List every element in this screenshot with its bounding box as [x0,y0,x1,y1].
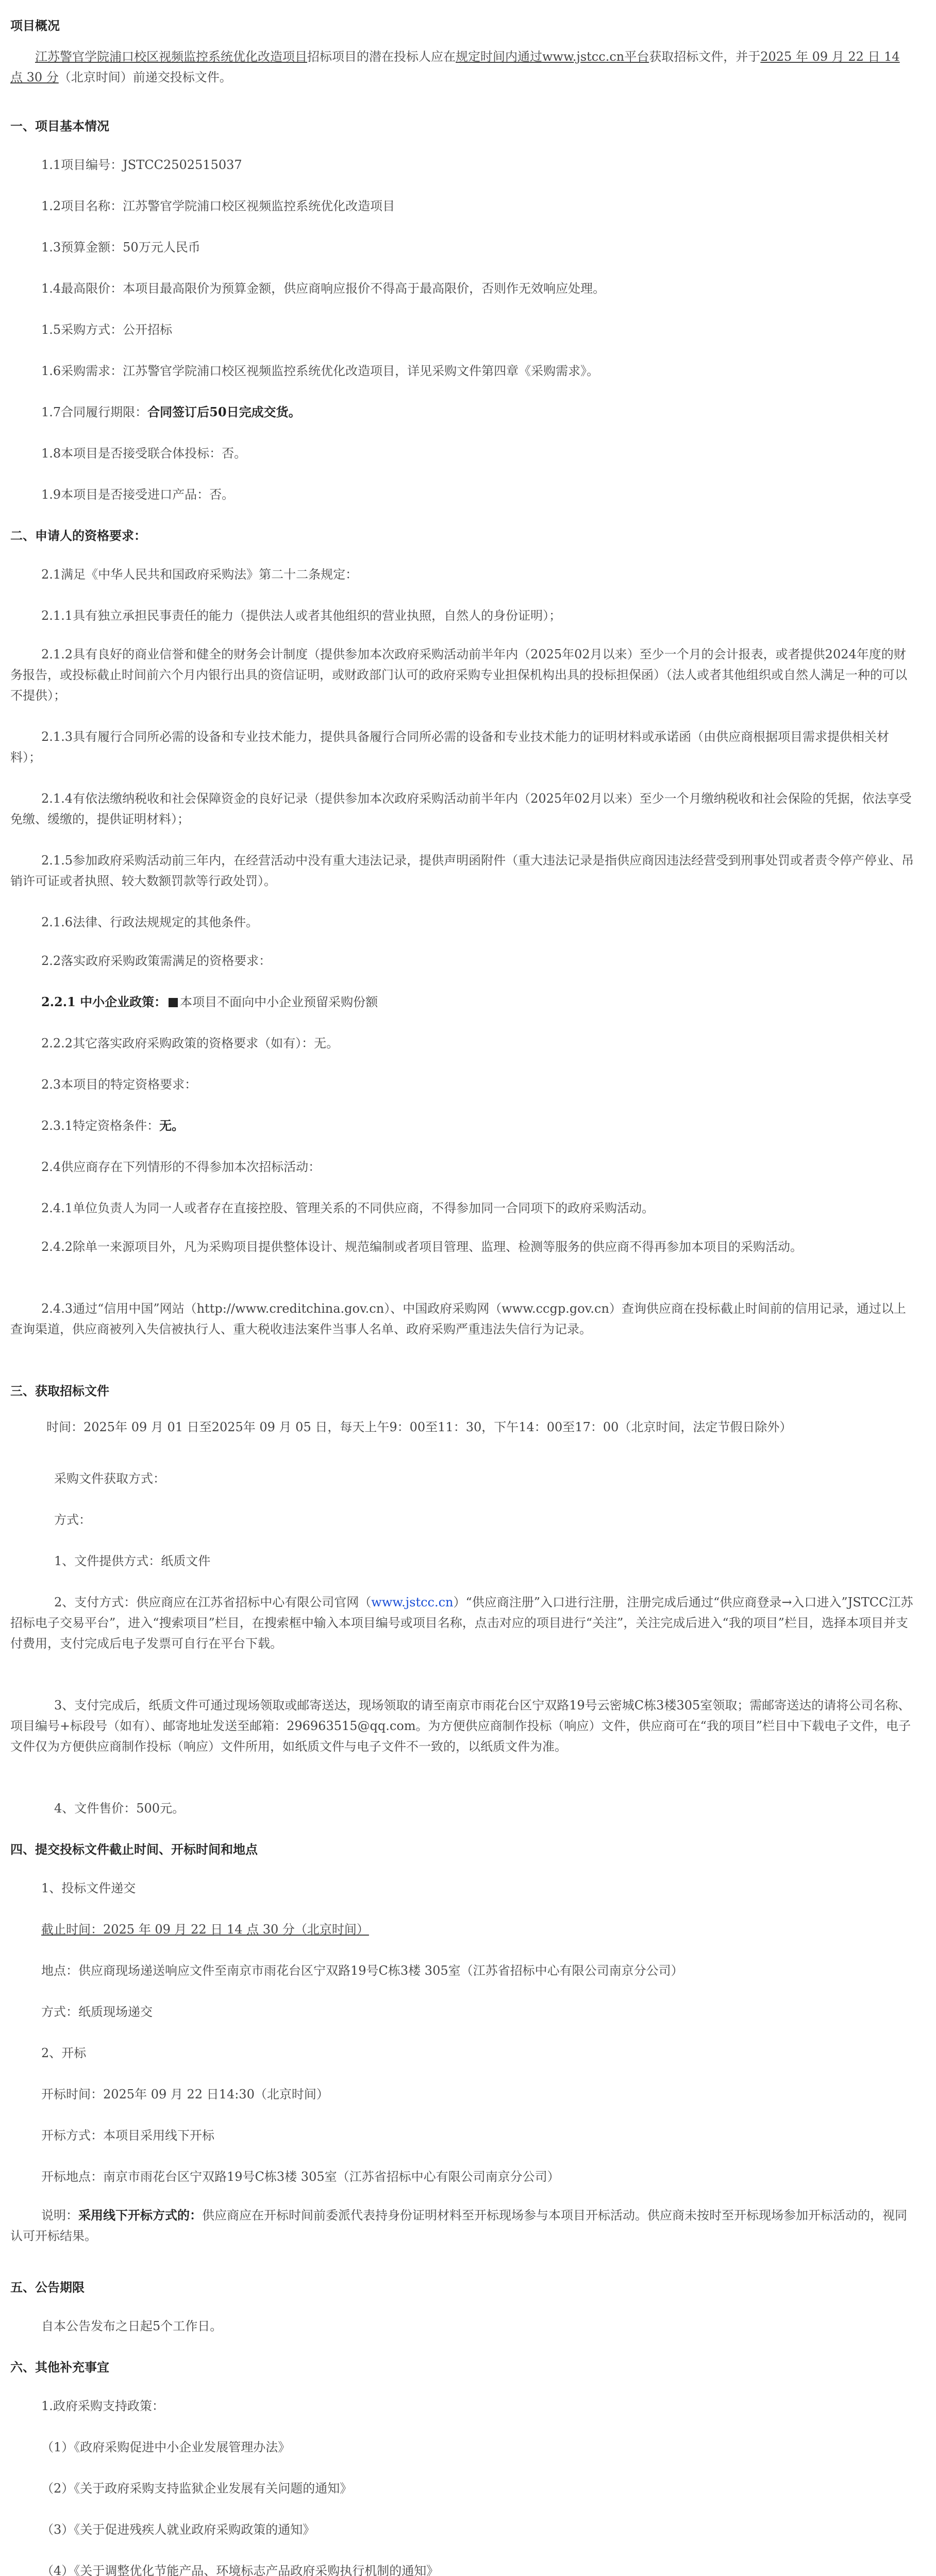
notice-period-text: 自本公告发布之日起5个工作日。 [41,2319,223,2333]
qual-2-1-1: 2.1.1具有独立承担民事责任的能力（提供法人或者其他组织的营业执照，自然人的身份证明）； [41,608,562,623]
section-title-other: 六、其他补充事宜 [10,2360,109,2375]
overview-text-2: 获取招标文件，并于 [649,49,761,64]
doc-price: 4、文件售价：500元。 [54,1801,185,1816]
qual-2-1-5: 2.1.5参加政府采购活动前三年内，在经营活动中没有重大违法记录，提供声明函附件（重大违法记录是指供应商因违法经营受到刑事处罚或者责令停产停业、吊销许可证或者执照、较大数额罚款等行政处罚）。 [10,853,914,888]
open-subtitle: 2、开标 [41,2046,87,2060]
submit-subtitle: 1、投标文件递交 [41,1881,136,1895]
open-place: 开标地点：南京市雨花台区宁双路19号C栋3楼 305室（江苏省招标中心有限公司南京分公司） [41,2170,560,2184]
qual-2-4: 2.4供应商存在下列情形的不得参加本次招标活动： [41,1160,321,1174]
submit-place: 地点：供应商现场递送响应文件至南京市雨花台区宁双路19号C栋3楼 305室（江苏省招标中心有限公司南京分公司） [41,1963,683,1978]
platform-link-text: 规定时间内通过www.jstcc.cn平台 [456,49,649,64]
qual-2-4-2: 2.4.2除单一来源项目外，凡为采购项目提供整体设计、规范编制或者项目管理、监理、检测等服务的供应商不得再参加本项目的采购活动。 [41,1240,803,1254]
item-procurement-method: 1.5采购方式：公开招标 [41,323,173,337]
open-note: 说明：采用线下开标方式的：供应商应在开标时间前委派代表持身份证明材料至开标现场参与本项目开标活动。供应商未按时至开标现场参加开标活动的，视同认可开标结果。 [10,2208,907,2243]
section-title-notice-period: 五、公告期限 [10,2280,85,2295]
qual-2-2-1: 2.2.1 中小企业政策： 本项目不面向中小企业预留采购份额 [41,994,378,1009]
item-imports: 1.9本项目是否接受进口产品：否。 [41,487,235,502]
policy-item: （1）《政府采购促进中小企业发展管理办法》 [41,2440,291,2454]
doc-way-1: 1、文件提供方式：纸质文件 [54,1554,211,1568]
checkbox-checked-icon [169,998,178,1007]
item-consortium: 1.8本项目是否接受联合体投标：否。 [41,446,247,461]
item-project-number: 1.1项目编号：JSTCC2502515037 [41,158,242,172]
policy-item: （3）《关于促进残疾人就业政府采购政策的通知》 [41,2522,315,2537]
overview-paragraph [10,46,915,88]
qual-2-2-2: 2.2.2其它落实政府采购政策的资格要求（如有）：无。 [41,1036,339,1050]
doc-way-2: 2、支付方式：供应商应在江苏省招标中心有限公司官网（www.jstcc.cn）“供应商注册”入口进行注册，注册完成后通过“供应商登录→入口进入”JSTCC江苏招标电子交易平台”，进入“搜索项目”栏目，在搜索框中输入本项目编号或项目名称，点击对应的项目进行“关注”，关注完成后进入“我的项目”栏目，选择本项目并支付费用，支付完成后电子发票可自行在平台下载。 [10,1595,913,1651]
policy-title: 1.政府采购支持政策： [41,2399,164,2413]
qual-2-1: 2.1满足《中华人民共和国政府采购法》第二十二条规定： [41,567,358,582]
policy-item: （2）《关于政府采购支持监狱企业发展有关问题的通知》 [41,2481,353,2496]
open-mode: 开标方式：本项目采用线下开标 [41,2128,214,2143]
qual-2-1-6: 2.1.6法律、行政法规规定的其他条件。 [41,915,259,929]
qual-2-3: 2.3本项目的特定资格要求： [41,1077,197,1092]
doc-way-title: 方式： [54,1513,91,1527]
item-contract-period: 1.7合同履行期限：合同签订后50日完成交货。 [41,404,301,419]
policy-item: （4）《关于调整优化节能产品、环境标志产品政府采购执行机制的通知》 [41,2564,439,2576]
section-title-qualifications: 二、申请人的资格要求： [10,528,146,543]
section-title-overview: 项目概况 [10,18,60,33]
doc-method-title: 采购文件获取方式： [54,1471,165,1486]
item-max-price: 1.4最高限价：本项目最高限价为预算金额，供应商响应报价不得高于最高限价，否则作无效响应处理。 [41,281,606,296]
open-time: 开标时间：2025年 09 月 22 日14:30（北京时间） [41,2087,329,2102]
doc-time: 时间：2025年 09 月 01 日至2025年 09 月 05 日，每天上午9：00至11：30，下午14：00至17：00（北京时间，法定节假日除外） [46,1420,792,1434]
qual-2-3-1: 2.3.1特定资格条件：无。 [41,1118,185,1133]
submit-mode: 方式：纸质现场递交 [41,2005,153,2019]
section-title-deadline: 四、提交投标文件截止时间、开标时间和地点 [10,1842,258,1857]
item-budget: 1.3预算金额：50万元人民币 [41,240,200,255]
qual-2-1-2: 2.1.2具有良好的商业信誉和健全的财务会计制度（提供参加本次政府采购活动前半年内（2025年02月以来）至少一个月的会计报表，或者提供2024年度的财务报告，或投标截止时间前六个月内银行出具的资信证明，或财政部门认可的政府采购专业担保机构出具的投标担保函）（法人或者其他组织或自然人满足一种的可以不提供）； [10,647,907,703]
qual-2-2: 2.2落实政府采购政策需满足的资格要求： [41,954,272,968]
qual-2-1-3: 2.1.3具有履行合同所必需的设备和专业技术能力，提供具备履行合同所必需的设备和专业技术能力的证明材料或承诺函（由供应商根据项目需求提供相关材料）； [10,730,890,765]
overview-text-1: 招标项目的潜在投标人应在 [307,49,456,64]
jstcc-link[interactable]: www.jstcc.cn [371,1595,454,1609]
qual-2-4-1: 2.4.1单位负责人为同一人或者存在直接控股、管理关系的不同供应商，不得参加同一合同项下的政府采购活动。 [41,1201,655,1215]
section-title-basic-info: 一、项目基本情况 [10,118,109,133]
qual-2-1-4: 2.1.4有依法缴纳税收和社会保障资金的良好记录（提供参加本次政府采购活动前半年内（2025年02月以来）至少一个月缴纳税收和社会保险的凭据，依法享受免缴、缓缴的，提供证明材料）； [10,791,912,826]
item-project-name: 1.2项目名称：江苏警官学院浦口校区视频监控系统优化改造项目 [41,199,395,213]
doc-way-3: 3、支付完成后，纸质文件可通过现场领取或邮寄送达，现场领取的请至南京市雨花台区宁双路19号云密城C栋3楼305室领取；需邮寄送达的请将公司名称、项目编号+标段号（如有）、邮寄地址发送至邮箱：296963515@qq.com。为方便供应商制作投标（响应）文件，供应商可在“我的项目”栏目中下载电子文件，电子文件仅为方便供应商制作投标（响应）文件所用，如纸质文件与电子文件不一致的，以纸质文件为准。 [10,1698,911,1754]
deadline-underlined: 2025 年 09 月 22 日 14 点 30 分 [10,49,900,84]
item-requirements: 1.6采购需求：江苏警官学院浦口校区视频监控系统优化改造项目，详见采购文件第四章《采购需求》。 [41,364,599,378]
project-name-underlined: 江苏警官学院浦口校区视频监控系统优化改造项目 [35,49,307,64]
qual-2-4-3: 2.4.3通过“信用中国”网站（http://www.creditchina.gov.cn）、中国政府采购网（www.ccgp.gov.cn）查询供应商在投标截止时间前的信用记录，通过以上查询渠道，供应商被列入失信被执行人、重大税收违法案件当事人名单、政府采购严重违法失信行为记录。 [10,1301,906,1336]
submit-deadline: 截止时间：2025 年 09 月 22 日 14 点 30 分（北京时间） [41,1922,369,1937]
overview-text-3: （北京时间）前递交投标文件。 [58,70,232,84]
section-title-get-documents: 三、获取招标文件 [10,1383,109,1398]
